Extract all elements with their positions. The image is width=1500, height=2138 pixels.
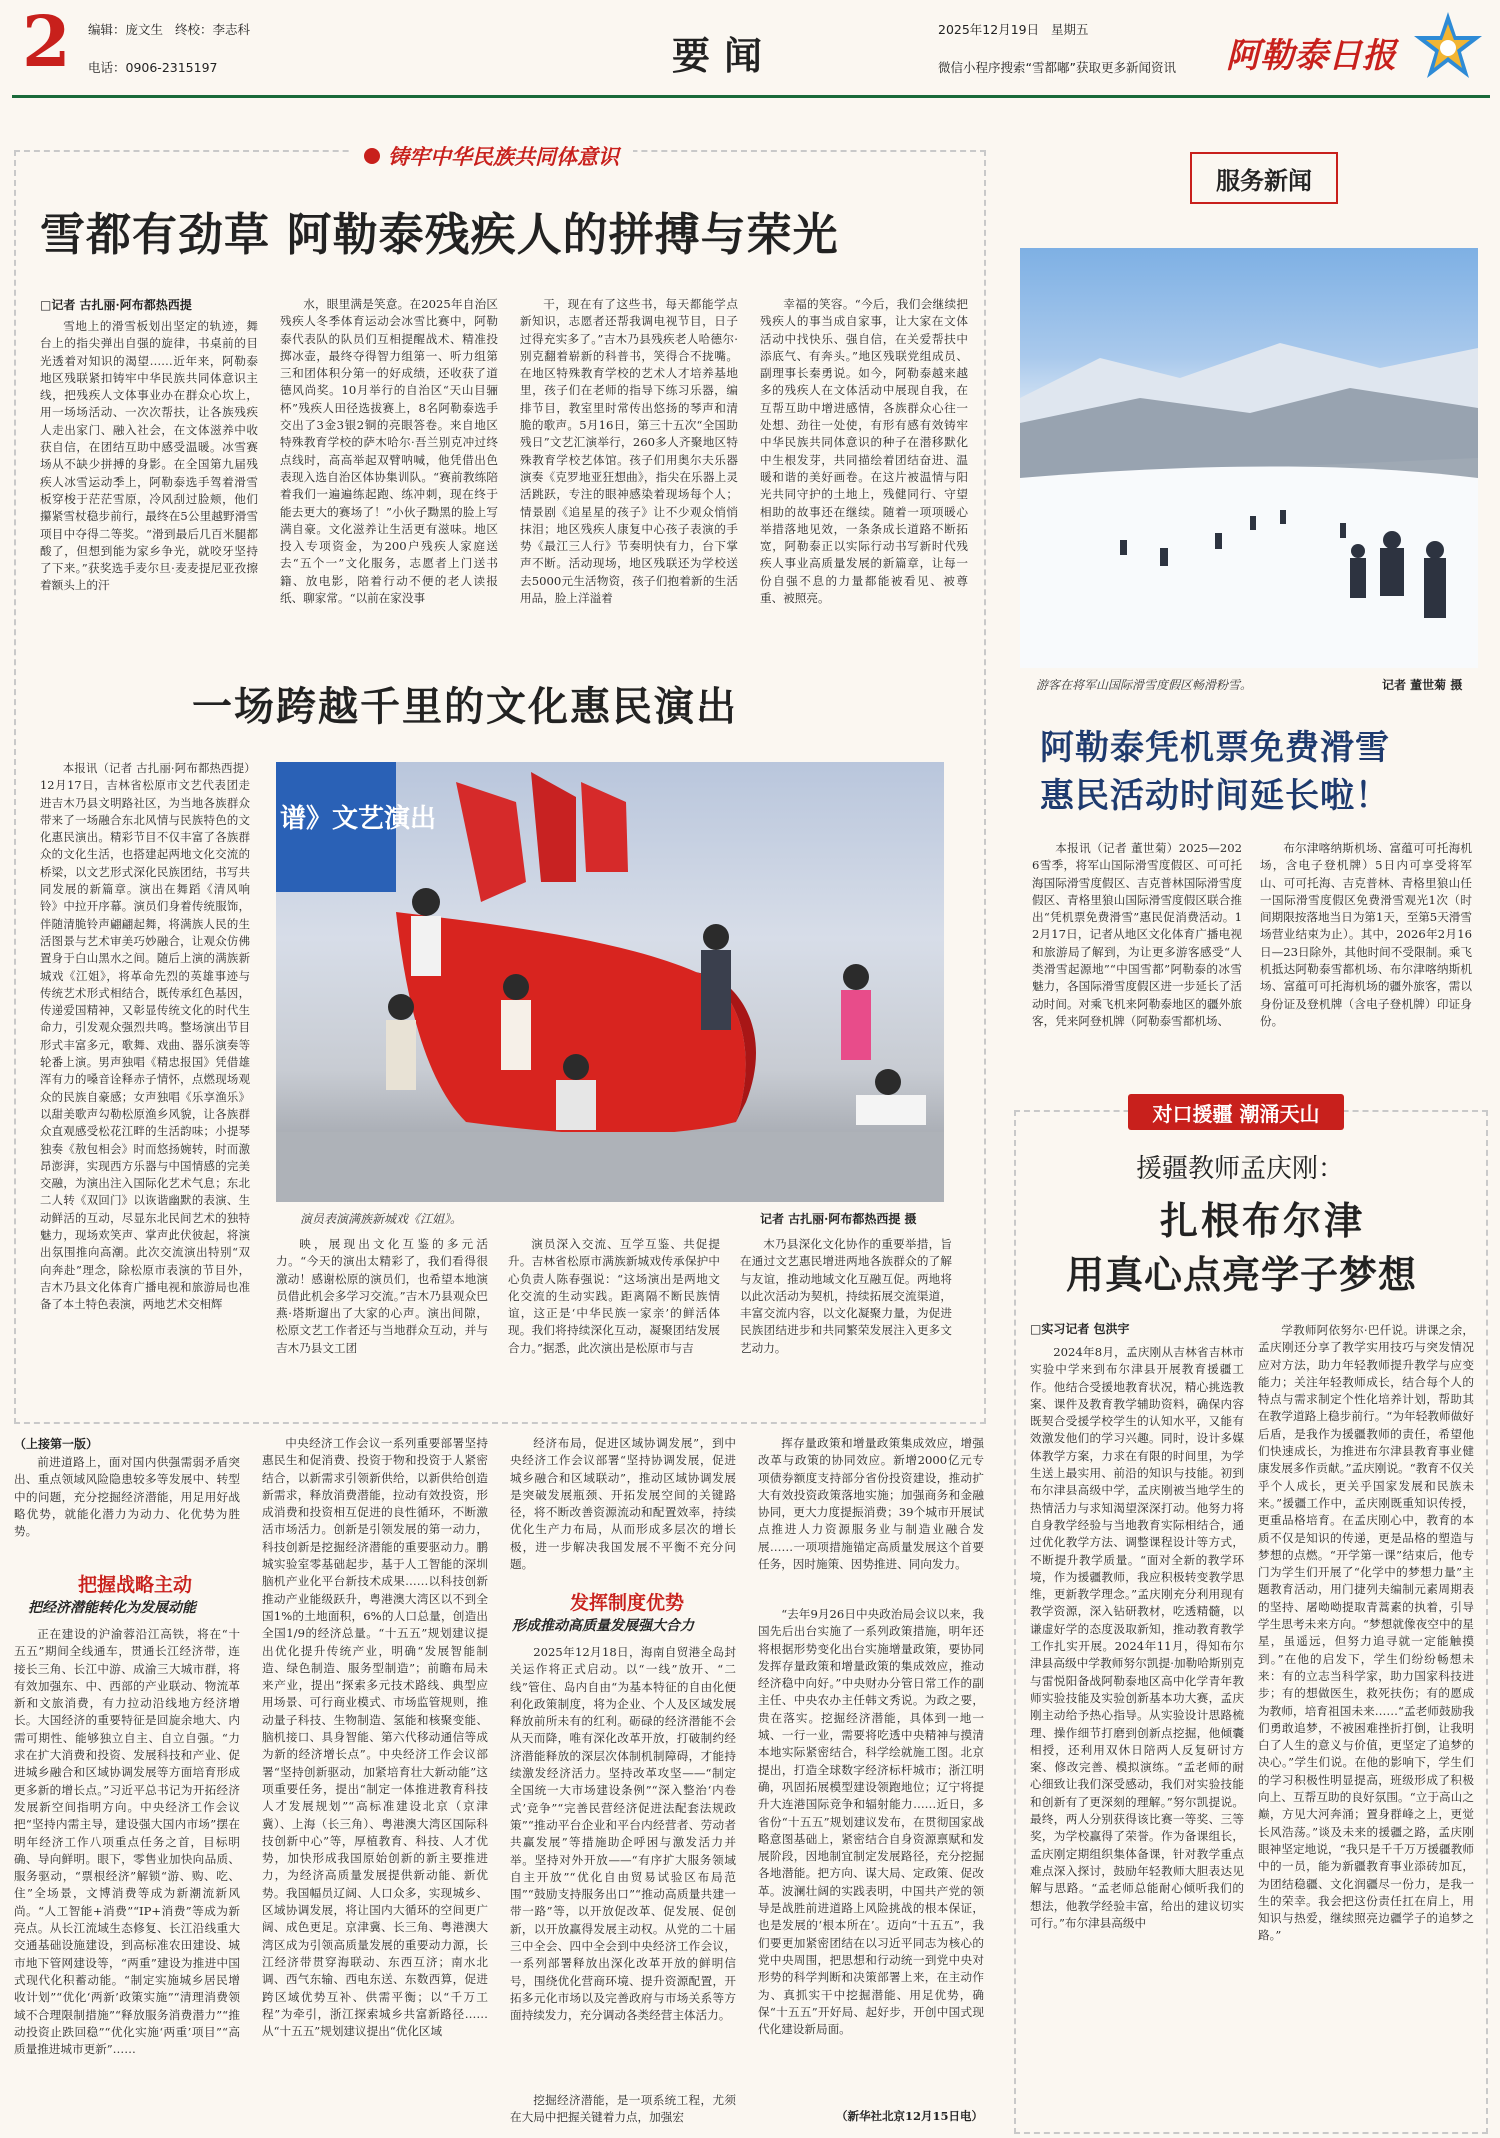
service-news-label [1190, 152, 1338, 204]
bottom-col1-intro: 前进道路上，面对国内供强需弱矛盾突出、重点领域风险隐患较多等发展中、转型中的问题，充分挖掘经济潜能，用足用好战略优势，就能化潜力为动力、化优势为胜势。 [14, 1455, 240, 1539]
masthead-date [938, 20, 1089, 38]
continued-from: （上接第一版） [14, 1437, 99, 1451]
article2-col3: 演员深入交流、互学互鉴、共促提升。吉林省松原市满族新城戏传承保护中心负责人陈春强说：“这场演出是两地文化交流的生动实践。距离隔不断民族情谊，这正是‘中华民族一家亲’的鲜活体现。我们将持续深化互动，凝聚团结发展合力。”据悉，此次演出是松原市与吉 [508, 1237, 720, 1355]
stage-sign: 谱》文艺演出 [280, 804, 437, 834]
subhead-1: 把握战略主动 [78, 1574, 193, 1596]
service-news-text: 服务新闻 [1216, 165, 1312, 195]
date-label: 2025年12月19日 [938, 22, 1040, 37]
bottom-col4-a: 挥存量政策和增量政策集成效应，增强改革与政策的协同效应。新增2000亿元专项债券额度支持部分省份投资建设，推动扩大有效投资政策落地实施；加强商务和金融协同，更大力度提振消费；39个城市开展试点推进人力资源服务业与制造业融合发展……一项项措施锚定高质量发展这个首要任务，因时施策、因势推进、同向发力。 [758, 1436, 984, 1572]
bottom-col3-b: 2025年12月18日，海南自贸港全岛封关运作将正式启动。以“一线”放开、“二线”管住、岛内自由“为基本特征的自由化便利化政策制度，将为企业、个人及区域发展释放前所未有的红利。砺碌的经济潜能不会从天而降，唯有深化改革开放，打破制约经济潜能释放的深层次体制机制障碍，才能持续激发经济活力。坚持改革攻坚——“制定全国统一大市场建设条例”“深入整治‘内卷式’竞争”“完善民营经济促进法配套法规政策”“推动平台企业和平台内经营者、劳动者共赢发展”等措施助企呼困与激发活力并举。坚持对外开放——“有序扩大服务领域自主开放”“优化自由贸易试验区布局范围”“鼓励支持服务出口”“推动高质量共建一带一路”等，以开放促改革、促发展、促创新，以开放赢得发展主动权。从党的二十届三中全会、四中全会到中央经济工作会议，一系列部署释放出深化改革开放的鲜明信号，围绕优化营商环境、提升资源配置，开拓多元化市场以及完善政府与市场关系等方面持续发力，充分调动各类经营主体活力。 [510, 1645, 736, 2023]
photo2-credit: 记者 董世菊 摄 [1382, 678, 1463, 692]
bottom-col1-body: 正在建设的沪渝蓉沿江高铁，将在“十五五”期间全线通车，贯通长江经济带，连接长三角、长江中游、成渝三大城市群，将有效加强东、中、西部的产业联动、物流革新和文旅消费，有力拉动沿线地方经济增长。大国经济的重要特征是回旋余地大、内需可期性、能够独立自主、自立自强。“力求在扩大消费和投资、发展科技和产业、促进城乡融合和区域协调发展等方面培育形成更多新的增长点。”习近平总书记为开拓经济发展新空间指明方向。中央经济工作会议把“坚持内需主导，建设强大国内市场”摆在明年经济工作八项重点任务之首，目标明确、导向鲜明。眼下，零售业加快向品质、服务驱动，“票根经济”解锁“游、购、吃、住”全场景，文博消费等成为新潮流新风尚。“人工智能+消费”“IP+消费”等成为新亮点。从长江流域生态修复、长江沿线重大交通基础设施建设，到高标准农田建设、城市地下管网建设等，“两重”建设为推进中国式现代化积蓄动能。“制定实施城乡居民增收计划”“优化‘两新’政策实施”“清理消费领域不合理限制措施”“释放服务消费潜力”“推动投资止跌回稳”“优化实施‘两重’项目”“高质量推进城市更新”…… [14, 1627, 240, 2057]
editor-label: 编辑：庞文生 [88, 22, 164, 37]
article2-col4: 木乃县深化文化协作的重要举措，旨在通过文艺惠民增进两地各族群众的了解与友谊，推动地域文化互融互促。两地将以此次活动为契机，持续拓展交流渠道，丰富交流内容，以文化凝聚力量，为促进民族团结进步和共同繁荣发展注入更多文艺动力。 [740, 1237, 952, 1355]
headline-2: 一场跨越千里的文化惠民演出 [192, 683, 738, 730]
column-banner-2 [1128, 1094, 1344, 1130]
masthead-rule [12, 95, 1490, 98]
article1-col1: 雪地上的滑雪板划出坚定的轨迹，舞台上的指尖弹出自强的旋律，书桌前的目光透着对知识的渴望……近年来，阿勒泰地区残联紧扣铸牢中华民族共同体意识主线，把残疾人文体事业办在群众心坎上，用一场场活动、一次次帮扶，让各族残疾人走出家门、融入社会，在文体滋养中收获自信，在团结互助中感受温暖。冰雪赛场从不缺少拼搏的身影。在全国第九届残疾人冰雪运动季上，阿勒泰选手驾着滑雪板穿梭于茫茫雪原，冷风刮过脸颊，他们攥紧雪杖稳步前行，最终在5公里越野滑雪项目中夺得二等奖。“滑到最后几百米腿都酸了，但想到能为家乡争光，就咬牙坚持了下来。”获奖选手麦尔旦·麦麦提尼亚孜擦着额头上的汗 [40, 319, 258, 593]
paper-logo: 阿勒泰日报 [1226, 36, 1396, 76]
xinhua-sign: （新华社北京12月15日电） [836, 2109, 984, 2123]
red-flag-illustration [276, 762, 944, 1202]
article4-col2: 学教师阿依努尔·巴仟说。讲课之余，孟庆刚还分享了教学实用技巧与突发情况应对方法，助力年轻教师提升教学与应变能力；关注年轻教师成长，结合每个人的特点与需求制定个性化培养计划，帮助其在教学道路上稳步前行。“为年轻教师做好后盾，是我作为援疆教师的责任，希望他们快速成长，为推进布尔津县教育事业健康发展多作贡献。”孟庆刚说。“教育不仅关乎个人成长，更关乎国家发展和民族未来。”援疆工作中，孟庆刚既重知识传授，更重品格培育。在孟庆刚心中，教育的本质不仅是知识的传递，更是品格的塑造与梦想的点燃。“开学第一课”结束后，他专门为学生们开展了“化学中的梦想力量”主题教育活动，用门捷列夫编制元素周期表的坚持、屠呦呦提取青蒿素的执着，引导学生思考未来方向。“梦想就像夜空中的星星，虽遥远，但努力追寻就一定能触摸到。”在他的启发下，学生们纷纷畅想未来：有的立志当科学家，助力国家科技进步；有的想做医生，救死扶伤；有的愿成为教师，培育祖国未来……“孟老师鼓励我们勇敢追梦，不被困难挫折打倒，让我明白了人生的意义与价值，更坚定了追梦的决心。”学生们说。在他的影响下，学生们的学习积极性明显提高，班级形成了积极向上、互帮互助的良好氛围。“立于高山之巅，方见大河奔涌；置身群峰之上，更觉长风浩荡。”谈及未来的援疆之路，孟庆刚眼神坚定地说，“我只是千千万万援疆教师中的一员，能为新疆教育事业添砖加瓦，为团结稳疆、文化润疆尽一份力，是我一生的荣幸。我会把这份责任扛在肩上，用知识与热爱，继续照亮边疆学子的追梦之路。” [1258, 1323, 1474, 1943]
article2-lead: 本报讯（记者 古扎丽·阿布都热西提）12月17日，吉林省松原市文艺代表团走进吉木乃县文明路社区，为当地各族群众带来了一场融合东北风情与民族特色的文化惠民演出。精彩节目不仅丰富了各族群众的文化生活，也搭建起两地文化交流的桥梁，以文艺形式深化民族团结，书写共同发展的新篇章。演出在舞蹈《清风响铃》中拉开序幕。演员们身着传统服饰，伴随清脆铃声翩翩起舞，将满族人民的生活图景与艺术审美巧妙融合，让观众仿佛置身于白山黑水之间。随后上演的满族新城戏《江姐》，将革命先烈的英雄事迹与传统艺术形式相结合，既传承红色基因，传递爱国精神，又彰显传统文化的时代生命力，引发观众强烈共鸣。整场演出节目形式丰富多元，歌舞、戏曲、器乐演奏等轮番上演。男声独唱《精忠报国》凭借雄浑有力的嗓音诠释赤子情怀，点燃现场观众的民族自豪感；女声独唱《乐享渔乐》以甜美歌声勾勒松原渔乡风貌，让各族群众直观感受松花江畔的生活韵味；小提琴独奏《敖包相会》时而悠扬婉转，时而激昂澎湃，实现西方乐器与中国情感的完美交融，为演出注入国际化艺术气息；东北二人转《双回门》以诙谐幽默的表演、生动鲜活的互动，尽显东北民间艺术的独特魅力，现场欢笑声、掌声此伏彼起，将演出氛围推向高潮。此次交流演出特别“双向奔赴”理念，除松原市表演的节目外，吉木乃县文化体育广播电视和旅游局也准备了本土特色表演，两地艺术交相辉 [40, 761, 250, 1312]
article3-col2: 布尔津喀纳斯机场、富蕴可可托海机场，含电子登机牌）5日内可享受将军山、可可托海、吉克普林、青格里狼山任一国际滑雪度假区免费滑雪观光1次（时间期限按落地当日为第1天，至第5天滑雪场营业结束为止）。其中，2026年2月16日—23日除外，其他时间不受限制。乘飞机抵达阿勒泰雪都机场、布尔津喀纳斯机场、富蕴可可托海机场的疆外旅客，需以身份证及登机牌（含电子登机牌）印证身份。 [1260, 841, 1472, 1028]
photo1-caption: 演员表演满族新城戏《江姐》。 [300, 1212, 463, 1226]
banner-text: 铸牢中华民族共同体意识 [388, 144, 619, 169]
headline-4-line2: 用真心点亮学子梦想 [1066, 1252, 1418, 1297]
bottom-col3-a: 经济布局，促进区域协调发展”，到中央经济工作会议部署“坚持协调发展，促进城乡融合和区域联动”，推动区域协调发展是突破发展瓶颈、开拓发展空间的关键路径，将不断改善资源流动和配置效率，持续优化生产力布局，从而形成多层次的增长极，进一步解决我国发展不平衡不充分问题。 [510, 1436, 736, 1572]
masthead-wechat: 微信小程序搜索“雪都嘟”获取更多新闻资讯 [938, 60, 1176, 75]
bottom-col3-c: 挖掘经济潜能，是一项系统工程，尤须在大局中把握关键着力点，加强宏 [510, 2093, 736, 2125]
bottom-col2: 中央经济工作会议一系列重要部署坚持惠民生和促消费、投资于物和投资于人紧密结合，以新需求引领新供给，以新供给创造新需求，释放消费潜能，拉动有效投资，形成消费和投资相互促进的良性循环，不断激活市场活力。创新是引领发展的第一动力，科技创新是挖掘经济潜能的重要驱动力。鹏城实验室零基础起步，基于人工智能的深圳脑机产业化平台新技术成果……以科技创新推动产业能级跃升，粤港澳大湾区以不到全国1%的土地面积，6%的人口总量，创造出全国1/9的经济总量。“十五五”规划建议提出优化提升传统产业，明确“发展智能制造、绿色制造、服务型制造”；前瞻布局未来产业，提出“探索多元技术路线、典型应用场景、可行商业模式、市场监管规则，推动量子科技、生物制造、氢能和核聚变能、脑机接口、具身智能、第六代移动通信等成为新的经济增长点”。中央经济工作会议部署“坚持创新驱动，加紧培育壮大新动能”这项重要任务，提出“制定一体推进教育科技人才发展规划”“高标准建设北京（京津冀）、上海（长三角）、粤港澳大湾区国际科技创新中心”等，厚植教育、科技、人才优势，加快形成我国原始创新的新主要推进力，为经济高质量发展提供新动能、新优势。我国幅员辽阔、人口众多，实现城乡、区域协调发展，将让国内大循环的空间更广阔、成色更足。京津冀、长三角、粤港澳大湾区成为引领高质量发展的重要动力源，长江经济带贯穿海联动、东西互济；南水北调、西气东输、西电东送、东数西算，促进跨区域优势互补、供需平衡；以“千万工程”为牵引，浙江探索城乡共富新路径……从“十五五”规划建议提出“优化区域 [262, 1436, 488, 2039]
headline-4-kicker: 援疆教师孟庆刚： [1136, 1154, 1345, 1184]
subhead-2: 发挥制度优势 [570, 1592, 685, 1614]
banner-dot-icon [364, 148, 380, 164]
article2-col2: 映，展现出文化互鉴的多元活力。“今天的演出太精彩了，我们看得很激动！感谢松原的演员们，也希望本地演员借此机会多学习交流。”吉木乃县观众巴燕·塔斯遛出了大家的心声。演出间隙，松原文艺工作者还与当地群众互动，并与吉木乃县文工团 [276, 1237, 488, 1355]
ski-slope-illustration [1020, 248, 1478, 668]
subdeck-2: 形成推动高质量发展强大合力 [512, 1618, 694, 1634]
bottom-col4-b: “去年9月26日中央政治局会议以来，我国先后出台实施了一系列政策措施，明年还将根据形势变化出台实施增量政策，要协同发挥存量政策和增量政策的集成效应，推动经济稳中向好。”中央财办分管日常工作的副主任、中央农办主任韩文秀说。为政之要，贵在落实。挖掘经济潜能，具体到一地一城、一行一业，需要将吃透中央精神与摸清本地实际紧密结合，科学绘就施工图。北京提出，打造全球数字经济标杆城市；浙江明确，巩固拓展模型建设领跑地位；辽宁将提升大连港国际竞争和辐射能力……近日，多省份“十五五”规划建议发布，在贯彻国家战略意图基础上，紧密结合自身资源禀赋和发展阶段，因地制宜制定发展路径，充分挖掘各地潜能。把方向、谋大局、定政策、促改革。波澜壮阔的实践表明，中国共产党的领导是战胜前进道路上风险挑战的根本保证，也是发展的‘根本所在’。迈向“十五五”，我们要更加紧密团结在以习近平同志为核心的党中央周围，把思想和行动统一到党中央对形势的科学判断和决策部署上来，在主动作为、真抓实干中挖掘潜能、用足优势，确保“十五五”开好局、起好步，开创中国式现代化建设新局面。 [758, 1607, 984, 2037]
weekday-label: 星期五 [1051, 22, 1089, 37]
article1-col2: 水，眼里满是笑意。在2025年自治区残疾人冬季体育运动会冰雪比赛中，阿勒泰代表队的队员们互相提醒战术、精准投掷冰壶，最终夺得智力组第一、听力组第三和团体积分第一的好成绩，还收获了道德风尚奖。10月举行的自治区“天山目骊杯”残疾人田径选拔赛上，8名阿勒泰选手交出了3金3银2铜的亮眼答卷。来自地区特殊教育学校的萨木哈尔·吾兰别克冲过终点线时，高高举起双臂呐喊，他凭借出色表现入选自治区体协集训队。“赛前教练陪着我们一遍遍练起跑、练冲刺，现在终于能去更大的赛场了！”小伙子黝黑的脸上写满自豪。文化滋养让生活更有滋味。地区投入专项资金，为200户残疾人家庭送去“五个一”文化服务，志愿者上门送书籍、放电影，陪着行动不便的老人读报纸、聊家常。“以前在家没事 [280, 297, 498, 606]
section-title: 要闻 [672, 33, 777, 78]
photo1-credit: 记者 古扎丽·阿布都热西提 摄 [760, 1212, 917, 1226]
banner-2-text: 对口援疆 潮涌天山 [1152, 1101, 1320, 1126]
photo2-caption: 游客在将军山国际滑雪度假区畅滑粉雪。 [1036, 678, 1253, 692]
photo-ski [1020, 248, 1478, 668]
headline-main: 雪都有劲草 阿勒泰残疾人的拼搏与荣光 [40, 208, 839, 261]
photo-performance [276, 762, 944, 1202]
headline-4-line1: 扎根布尔津 [1160, 1198, 1366, 1243]
article1-col3: 干，现在有了这些书，每天都能学点新知识，志愿者还帮我调电视节目，日子过得充实多了。”吉木乃县残疾老人哈德尔·别克翻着崭新的科普书，笑得合不拢嘴。在地区特殊教育学校的艺术人才培养基地里，孩子们在老师的指导下练习乐器，编排节目，教室里时常传出悠扬的琴声和清脆的歌声。5月16日，第三十五次“全国助残日”文艺汇演举行，260多人齐聚地区特殊教育学校艺体馆。孩子们用奥尔夫乐器演奏《克罗地亚狂想曲》，指尖在乐器上灵活跳跃，专注的眼神感染着现场每个人；情景剧《追星星的孩子》让不少观众悄悄抹泪；地区残疾人康复中心孩子表演的手势《最江三人行》节奏明快有力，台下掌声不断。活动现场，地区残联还为学校送去5000元生活物资，孩子们抱着新的生活用品，脸上洋溢着 [520, 297, 738, 606]
article1-col4: 幸福的笑容。“今后，我们会继续把残疾人的事当成自家事，让大家在文体活动中找快乐、强自信，在关爱帮扶中添底气、有奔头。”地区残联党组成员、副理事长秦勇说。如今，阿勒泰越来越多的残疾人在文体活动中展现自我，在互帮互助中增进感情，各族群众心往一处想、劲往一处使，有形有感有效铸牢中华民族共同体意识的种子在潜移默化中生根发芽，共同描绘着团结奋进、温暖和谐的美好画卷。在这片被温情与阳光共同守护的土地上，残健同行、守望相助的故事还在继续。随着一项项暖心举措落地见效，一条条成长道路不断拓宽，阿勒泰正以实际行动书写新时代残疾人事业高质量发展的新篇章，让每一份自强不息的力量都能被看见、被尊重、被照亮。 [760, 297, 968, 606]
reviewer-label: 终校：李志科 [174, 22, 250, 37]
article4-col1: 2024年8月，孟庆刚从吉林省吉林市实验中学来到布尔津县开展教育援疆工作。他结合受援地教育状况，精心挑选教案、课件及教育教学辅助资料，确保内容既契合受援学校学生的认知水平，又能有效激发他们的学习兴趣。同时，设计多媒体教学方案，力求在有限的时间里，为学生送上最实用、前沿的知识与技能。初到布尔津县高级中学，孟庆刚被当地学生的热情活力与求知渴望深深打动。他努力将自身教学经验与当地教育实际相结合，通过优化教学方法、调整课程设计等方式，不断提升教学质量。“面对全新的教学环境，作为援疆教师，我应积极转变教学思维，更新教学理念。”孟庆刚充分利用现有教学资源，深入钻研教材，吃透精髓，以谦虚好学的态度汲取新知，推动教育教学工作扎实开展。2024年11月，得知布尔津县高级中学教师努尔凯提·加勒哈斯别克与雷悦阳备战阿勒泰地区高中化学青年教师实验技能及实验创新基本功大赛，孟庆刚主动给予热心指导。从实验设计思路梳理、操作细节打磨到创新点挖掘，他倾囊相授，还利用双休日陪两人反复研讨方案、修改完善、模拟演练。“孟老师的耐心细致让我们深受感动，我们对实验技能和创新有了更深刻的理解。”努尔凯提说。最终，两人分别获得该比赛一等奖、三等奖，为学校赢得了荣誉。作为备课组长，孟庆刚定期组织集体备课，针对教学重点难点深入探讨，鼓励年轻教师大胆表达见解与思路。“孟老师总能耐心倾听我们的想法，他教学经验丰富，给出的建议切实可行。”布尔津县高级中 [1030, 1345, 1244, 1930]
article3-col1: 本报讯（记者 董世菊）2025—2026雪季，将军山国际滑雪度假区、可可托海国际滑雪度假区、吉克普林国际滑雪度假区、青格里狼山国际滑雪度假区联合推出“凭机票免费滑雪”惠民促消费活动。12月17日，记者从地区文化体育广播电视和旅游局了解到，为让更多游客感受“人类滑雪起源地”“中国雪都”阿勒泰的冰雪魅力，各国际滑雪度假区进一步延长了活动时间。对乘飞机来阿勒泰地区的疆外旅客，凭来阿登机牌（阿勒泰雪都机场、 [1032, 841, 1242, 1028]
byline-4: □实习记者 包洪宇 [1030, 1322, 1130, 1336]
subdeck-1: 把经济潜能转化为发展动能 [28, 1600, 196, 1616]
page-number: 2 [22, 0, 71, 83]
paper-emblem-icon [1410, 10, 1486, 86]
masthead-editor [88, 20, 250, 38]
column-banner [350, 140, 633, 172]
headline-3-line2: 惠民活动时间延长啦！ [1040, 776, 1390, 816]
headline-3-line1: 阿勒泰凭机票免费滑雪 [1040, 728, 1390, 768]
byline-1: □记者 古扎丽·阿布都热西提 [40, 298, 192, 312]
masthead-phone: 电话：0906-2315197 [88, 60, 218, 75]
